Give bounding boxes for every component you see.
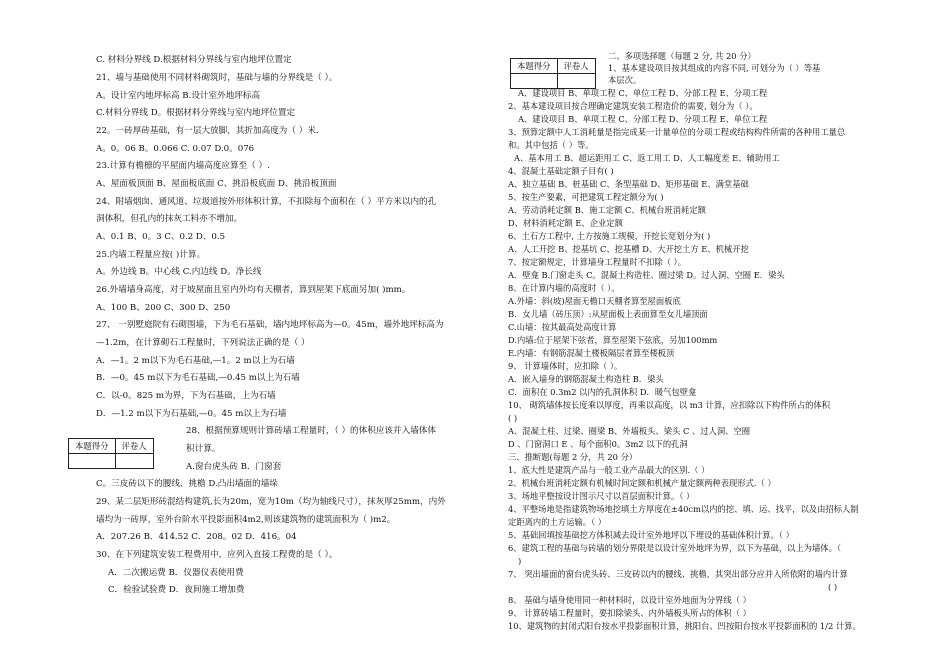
question-27-option-b: B．—0。45 m以下为毛石基础,—0.45 m以上为石墙	[96, 373, 300, 383]
mc-question-10-options-abc: A、混凝土柱、过梁、圈梁 B、外墙板头、梁头 C 、过人洞、空圈	[508, 426, 751, 436]
mc-question-8-option-c: C.山墙：按其最高处高度计算	[508, 322, 617, 332]
question-24-cont: 洞体积，但孔内的抹灰工料亦不增加。	[96, 214, 243, 224]
grader-cell[interactable]	[115, 454, 153, 469]
mc-question-7-options: A．壁龛 B.门窗走头 C。混凝土构造柱、圈过梁 D。过人洞、空圈 E．梁头	[508, 270, 785, 280]
mc-question-1-options: A、建设项目 B、单项工程 C、单位工程 D、分部工程 E、分项工程	[518, 88, 768, 98]
question-28-cont: 积计算。	[186, 444, 221, 454]
question-26: 26.外墙墙身高度，对于坡屋面且室内外均有天棚者，算到屋架下底面另加( )mm。	[96, 285, 411, 295]
question-24-options: A、0.1 B、0。3 C、0.2 D、0.5	[96, 232, 226, 242]
mc-question-6-options: A、人工开挖 B、挖基坑 C、挖基槽 D、大开挖土方 E、机械开挖	[508, 244, 749, 254]
question-30-options-ab: A．二次搬运费 B．仪器仪表使用费	[108, 568, 244, 578]
judgment-3: 3、场地平整按设计图示尺寸以首层面积计算。（ ）	[508, 491, 695, 501]
judgment-6: 6、建筑工程的基础与砖墙的划分界限是以设计室外地坪为界，以下为基础，以上为墙体。（	[508, 543, 842, 553]
question-26-options: A、100 B、200 C、300 D、250	[96, 303, 231, 313]
score-table	[510, 58, 596, 89]
question-28-options-cd: C。三皮砖以下的腰线、挑檐 D.凸出墙面的墙垛	[96, 479, 278, 489]
grader-cell[interactable]	[557, 74, 595, 89]
judgment-7: 7、 突出墙面的窗台虎头砖、三皮砖以内的腰线、挑檐，其突出部分应并入所依附的墙内计算	[508, 569, 848, 579]
score-cell[interactable]	[511, 74, 558, 89]
mc-question-2: 2、基本建设项目按合理确定建筑安装工程造价的需要, 划分为（ ）。	[508, 101, 758, 111]
mc-question-3: 3、预算定额中人工消耗量是指完成某一计量单位的分项工程或结构构件所需的各种用工量总	[508, 127, 846, 137]
question-28-options-ab: A.窗台虎头砖 B．门窗套	[186, 462, 282, 472]
section-title-multiple-choice: 二、多项选择题（每题 2 分, 共 20 分）	[608, 51, 756, 61]
question-23-options: A、屋面板顶面 B、屋面板底面 C、挑沿板底面 D、挑沿板顶面	[96, 179, 337, 189]
mc-question-9-options-ab: A．嵌入墙身的钢筋混凝土构造柱 B．梁头	[508, 374, 664, 384]
question-29: 29、某二层矩形砖混结构建筑,长为20m，宽为10m（均为轴线尺寸），抹灰厚25mm，内外	[96, 497, 446, 507]
question-21-options-ab: A。设计室内地坪标高 B.设计室外地坪标高	[96, 91, 261, 101]
question-30-options-cd: C．检验试验费 D．夜间施工增加费	[108, 585, 245, 595]
mc-question-9-options-cd: C．面积在 0.3m2 以内的孔洞体积 D．暖气包壁龛	[508, 387, 697, 397]
judgment-2: 2、机械台班消耗定额有机械时间定额和机械产量定额两种表现形式.（ ）	[508, 478, 776, 488]
mc-question-1: 1、基本建设项目按其组成的内容不同, 可划分为（ ）等基	[608, 63, 821, 73]
question-23: 23.计算有檐檩的平屋面内墙高度应算至（ ）.	[96, 161, 270, 171]
judgment-1: 1、底大性是建筑产品与一般工业产品最大的区别.（ ）	[508, 465, 710, 475]
score-cell[interactable]	[69, 454, 116, 469]
judgment-5: 5、基础回填按基础挖方体积减去设计室外地坪以下埋设的基础体积计算。（ ）	[508, 530, 794, 540]
mc-question-2-options: A、建设项目 B、单项工程 C、分部工程 D、分项工程 E、单位工程	[518, 114, 768, 124]
mc-question-8-option-a: A.外墙：斜(坡)屋面无檐口天棚者算至屋面板底	[508, 296, 681, 306]
mc-question-6: 6、土石方工程中, 土方按施工规模，开挖长宽划分为( )	[508, 231, 711, 241]
judgment-9: 9、 计算砖墙工程量时，要扣除梁头、内外墙板头所占的体积（ ）	[508, 608, 751, 618]
mc-question-8: 8、在计算内墙的高度时（ ）。	[508, 283, 620, 293]
question-21-options-cd: C.材料分界线 D。根据材料分界线与室内地坪位置定	[96, 108, 296, 118]
mc-question-1-cont: 本层次。	[608, 75, 642, 85]
question-29-cont: 墙均为一砖厚，室外台阶水平投影面积4m2,则该建筑物的建筑面积为（ )m2。	[96, 515, 396, 525]
question-25: 25.内墙工程量应按( )计算。	[96, 250, 206, 260]
question-30: 30、在下列建筑安装工程费用中，应列入直接工程费的是（ ）。	[96, 550, 338, 560]
judgment-4: 4、平整场地是指建筑物场地挖填土方厚度在±40cm以内的挖、填、运、找平，以及由招标人制	[508, 504, 859, 514]
mc-question-8-option-b: B．女儿墙（砖压顶）:从屋面板上表面算至女儿墙顶面	[508, 309, 708, 319]
mc-question-5-options-abc: A、劳动消耗定额 B、施工定额 C、机械台班消耗定额	[508, 205, 706, 215]
mc-question-5-options-de: D、材料消耗定额 E、企业定额	[508, 218, 623, 228]
judgment-6-cont: )	[518, 556, 522, 566]
score-label: 本题得分	[69, 439, 116, 454]
question-22-options: A。0。06 B。0.066 C. 0.07 D.0。076	[96, 144, 255, 154]
question-22: 22。一砖厚砖基础，有一层大放脚，其折加高度为（ ）米．	[96, 126, 325, 136]
mc-question-8-option-d: D.内墙:位于屋架下弦者，算至屋架下弦底，另加100mm	[508, 335, 718, 345]
question-27-option-d: D．—1.2 m以下为石基础,—0。45 m以上为石墙	[96, 409, 287, 419]
question-27: 27、 一别墅庭院有石砌围墙，下为毛石基础，墙内地坪标高为—0。45m，墙外地坪标高为	[96, 320, 444, 330]
mc-question-3-options: A、基本用工 B、超运距用工 C、返工用工 D、人工幅度差 E、辅助用工	[514, 153, 780, 163]
mc-question-10-options-de: D 、门窗洞口 E 、每个面积0。3m2 以下的孔洞	[508, 439, 688, 449]
mc-question-10-blank: ( )	[508, 413, 518, 423]
judgment-4-cont: 定距离内的土方运输。（ ）	[508, 517, 607, 527]
mc-question-5: 5、按生产要素，可把建筑工程定额分为( )	[508, 192, 664, 202]
mc-question-3-cont: 和。其中包括（ ）等。	[508, 140, 594, 150]
judgment-8: 8、 基础与墙身使用同一种材料时，以设计室外地面为分界线（ ）	[508, 595, 751, 605]
mc-question-4: 4、混凝土基础定额子目有( )	[508, 166, 614, 176]
question-25-options: A。外边线 B。中心线 C.内边线 D。净长线	[96, 267, 262, 277]
score-table	[68, 438, 154, 469]
section-title-judgment: 三、推断题(每题 2 分，共 20 分）	[508, 452, 638, 462]
grader-label: 评卷人	[115, 439, 153, 454]
mc-question-8-option-e: E.内墙：有钢筋混凝土楼板隔层者算至楼板顶	[508, 348, 675, 358]
question-21: 21、墙与基础使用不同材料砌筑时，基础与墙的分界线是（ ）。	[96, 73, 338, 83]
judgment-7-blank: ( )	[828, 582, 838, 592]
grader-label: 评卷人	[557, 59, 595, 74]
text-line: C. 材料分界线 D.根据材料分界线与室内地坪位置定	[96, 55, 292, 65]
mc-question-4-options: A、独立基础 B、桩基础 C、条型基础 D、矩形基础 E、满堂基础	[508, 179, 749, 189]
score-label: 本题得分	[511, 59, 558, 74]
mc-question-7: 7、按定额规定，计算墙身工程量时不扣除（ ）。	[508, 257, 687, 267]
judgment-10: 10、建筑物的封闭式阳台按水平投影面积计算，挑阳台、凹按阳台按水平投影面积的 1/2 计算。	[508, 621, 861, 631]
question-29-options: A．207.26 B．414.52 C．208。02 D．416。04	[96, 532, 297, 542]
mc-question-9: 9、 计算墙体时，应扣除（ ）。	[508, 361, 623, 371]
question-27-option-c: C．以-0。825 m为界，下为石基础，上为石墙	[96, 391, 276, 401]
question-28: 28、根据预算规则计算砖墙工程量时，（ ）的体积应该并入墙体体	[186, 426, 436, 436]
question-24: 24、附墙烟囱、通风道、垃圾道按外形体积计算，不扣除每个面积在（ ）平方米以内的孔	[96, 197, 437, 207]
mc-question-10: 10、 砌筑墙体按长度乘以厚度，再乘以高度，以 m3 计算，应扣除以下构件所占的体积	[508, 400, 831, 410]
question-27-option-a: A．—1。2 m以下为毛石基础,—1。2 m以上为石墙	[96, 356, 295, 366]
question-27-cont: —1.2m，在计算砌石工程量时，下列说法正确的是（ ）	[96, 338, 310, 348]
